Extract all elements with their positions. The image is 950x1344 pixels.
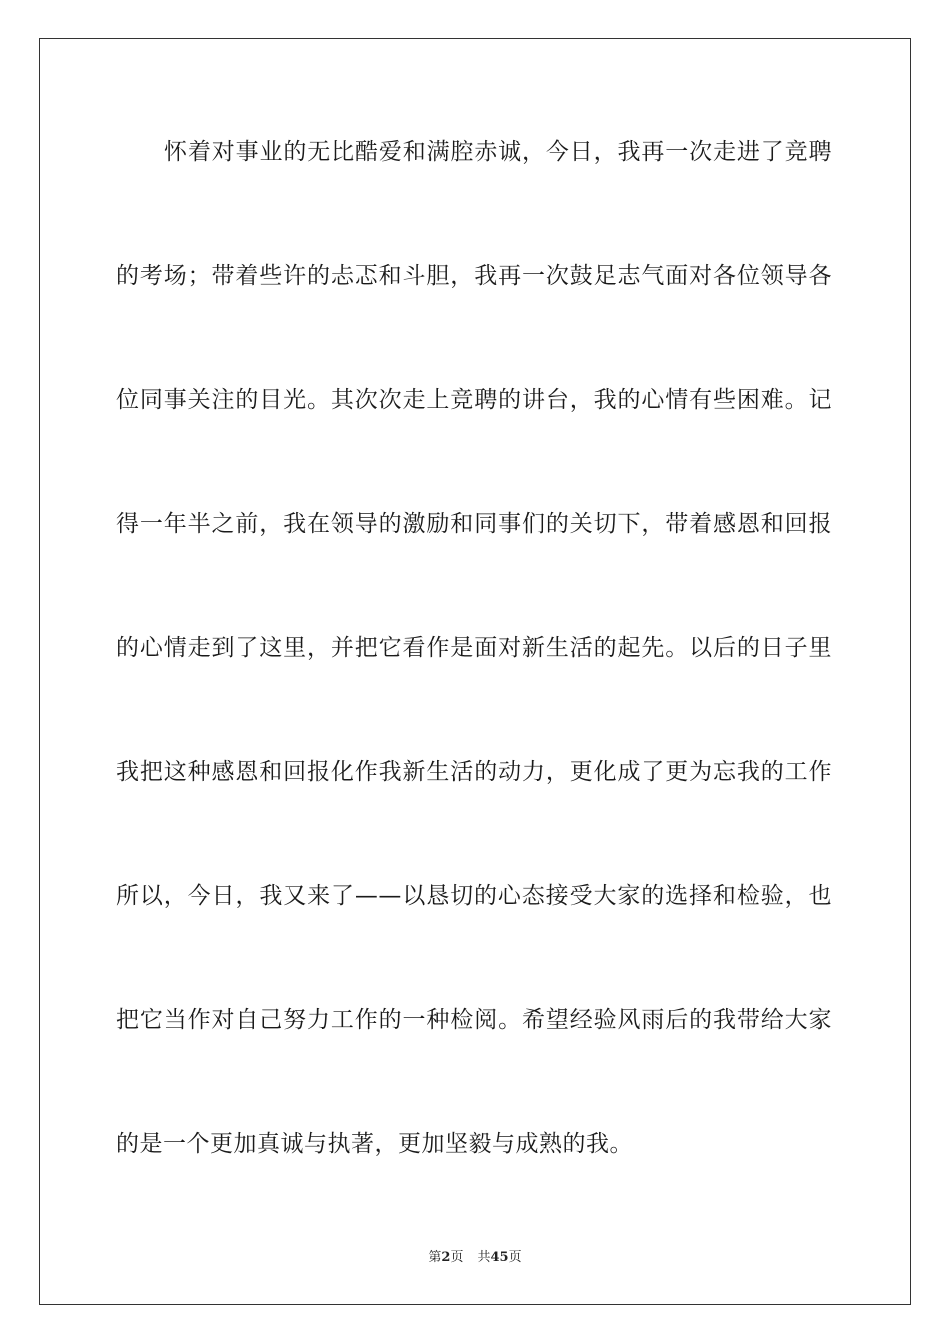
- text-line: 位同事关注的目光。其次次走上竞聘的讲台，我的心情有些困难。记: [116, 387, 832, 413]
- text-line: 我把这种感恩和回报化作我新生活的动力，更化成了更为忘我的工作: [116, 759, 832, 785]
- page-number: 2: [441, 1250, 451, 1265]
- total-suffix: 页: [508, 1250, 522, 1265]
- text-line: 把它当作对自己努力工作的一种检阅。希望经验风雨后的我带给大家: [116, 1007, 832, 1033]
- text-line: 得一年半之前，我在领导的激励和同事们的关切下，带着感恩和回报: [116, 511, 832, 537]
- total-pages: 45: [490, 1250, 509, 1265]
- total-prefix: 共: [477, 1250, 491, 1265]
- page-prefix: 第: [428, 1250, 442, 1265]
- page-footer: [0, 1246, 950, 1265]
- text-line: 所以，今日，我又来了——以恳切的心态接受大家的选择和检验，也: [116, 883, 832, 909]
- text-line: 的考场；带着些许的忐忑和斗胆，我再一次鼓足志气面对各位领导各: [116, 263, 832, 289]
- page-suffix: 页: [450, 1250, 464, 1265]
- text-line: 的是一个更加真诚与执著，更加坚毅与成熟的我。: [116, 1131, 633, 1157]
- document-body: [116, 128, 832, 1244]
- text-line: 怀着对事业的无比酷爱和满腔赤诚，今日，我再一次走进了竞聘: [164, 139, 832, 165]
- text-line: 的心情走到了这里，并把它看作是面对新生活的起先。以后的日子里: [116, 635, 832, 661]
